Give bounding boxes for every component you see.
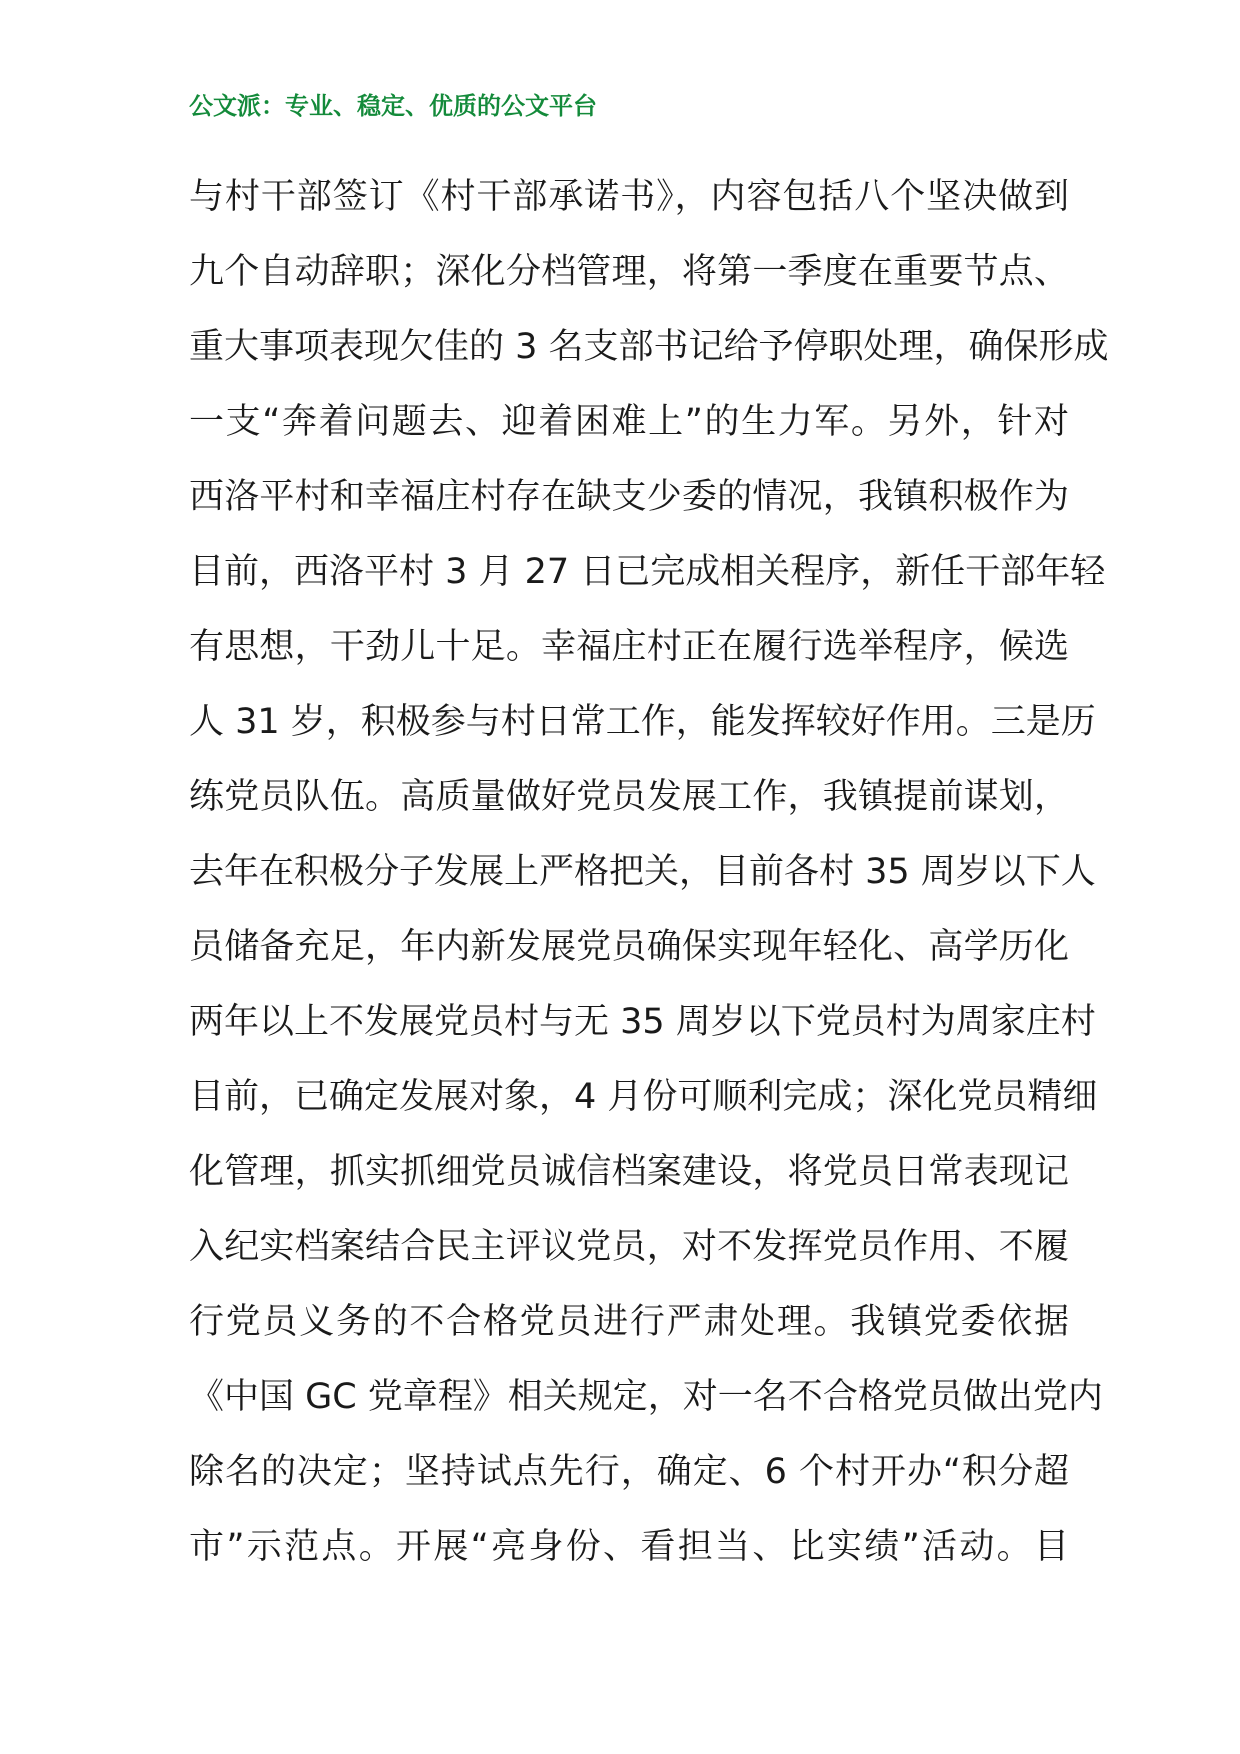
body-line: 九个自动辞职；深化分档管理，将第一季度在重要节点、	[189, 252, 1069, 292]
body-line: 员储备充足，年内新发展党员确保实现年轻化、高学历化	[189, 927, 1069, 967]
body-line: 一支“奔着问题去、迎着困难上”的生力军。另外，针对	[189, 402, 1069, 442]
body-line: 行党员义务的不合格党员进行严肃处理。我镇党委依据	[189, 1302, 1069, 1342]
body-line: 《中国 GC 党章程》相关规定，对一名不合格党员做出党内	[189, 1377, 1103, 1417]
body-line: 去年在积极分子发展上严格把关，目前各村 35 周岁以下人	[189, 852, 1096, 892]
body-line: 市”示范点。开展“亮身份、看担当、比实绩”活动。目	[189, 1527, 1069, 1567]
body-line: 入纪实档案结合民主评议党员，对不发挥党员作用、不履	[189, 1227, 1069, 1267]
document-body	[189, 160, 1109, 1585]
site-header-title: 公文派：专业、稳定、优质的公文平台	[189, 92, 597, 120]
body-line: 目前，已确定发展对象，4 月份可顺利完成；深化党员精细	[189, 1077, 1098, 1117]
body-line: 除名的决定；坚持试点先行，确定、6 个村开办“积分超	[189, 1452, 1069, 1492]
body-line: 目前，西洛平村 3 月 27 日已完成相关程序，新任干部年轻	[189, 552, 1106, 592]
body-line: 化管理，抓实抓细党员诚信档案建设，将党员日常表现记	[189, 1152, 1069, 1192]
body-line: 与村干部签订《村干部承诺书》，内容包括八个坚决做到	[189, 177, 1069, 217]
body-line: 两年以上不发展党员村与无 35 周岁以下党员村为周家庄村	[189, 1002, 1096, 1042]
body-line: 重大事项表现欠佳的 3 名支部书记给予停职处理，确保形成	[189, 327, 1109, 367]
body-line: 练党员队伍。高质量做好党员发展工作，我镇提前谋划，	[189, 777, 1069, 817]
body-line: 有思想，干劲儿十足。幸福庄村正在履行选举程序，候选	[189, 627, 1069, 667]
body-line: 西洛平村和幸福庄村存在缺支少委的情况，我镇积极作为	[189, 477, 1069, 517]
body-line: 人 31 岁，积极参与村日常工作，能发挥较好作用。三是历	[189, 702, 1096, 742]
